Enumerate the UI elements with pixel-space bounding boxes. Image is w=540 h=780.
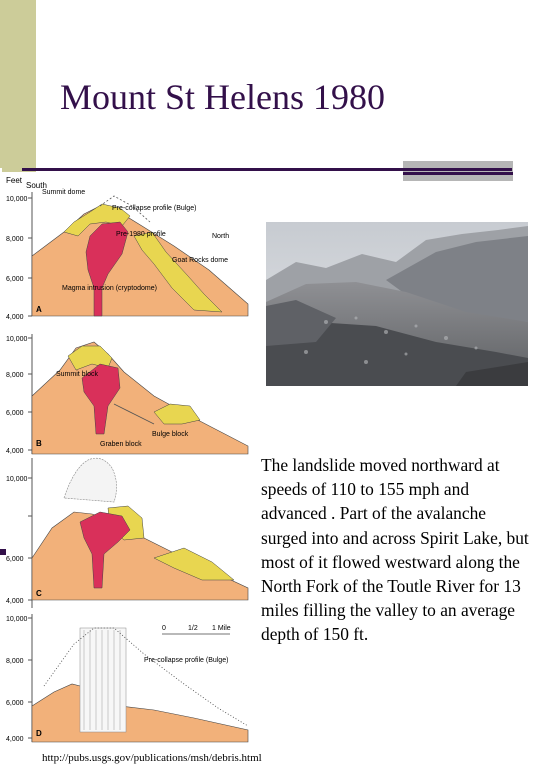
elev-6000-a: 6,000: [6, 276, 24, 283]
elev-10000-c: 10,000: [6, 476, 28, 483]
elev-6000-b: 6,000: [6, 410, 24, 417]
elev-6000-c: 6,000: [6, 556, 24, 563]
panel-c: [6, 458, 248, 608]
elev-8000-a: 8,000: [6, 236, 24, 243]
south-label: South: [26, 181, 47, 190]
summit-dome-label: Summit dome: [42, 189, 86, 196]
title-rule: [22, 168, 512, 171]
cross-section-diagram: [4, 176, 258, 746]
scale-zero: 0: [162, 625, 166, 632]
panel-letter-d: D: [36, 729, 42, 738]
magma-intrusion-label: Magma intrusion (cryptodome): [62, 285, 157, 292]
pre-collapse-label-a: Pre-collapse profile (Bulge): [112, 205, 197, 212]
elev-4000-a: 4,000: [6, 314, 24, 321]
panel-d: [6, 614, 248, 743]
graben-block-label: Graben block: [100, 441, 142, 448]
north-label: North: [212, 233, 230, 240]
title-rule-end: [403, 172, 513, 175]
elev-10000-b: 10,000: [6, 336, 28, 343]
slide-title: Mount St Helens 1980: [60, 77, 386, 117]
debris-valley-photo: [266, 222, 528, 386]
bulge-block-label: Bulge block: [152, 431, 189, 438]
panel-letter-c: C: [36, 589, 42, 598]
goat-rocks-label: Goat Rocks dome: [172, 257, 229, 264]
elev-10000-a: 10,000: [6, 196, 28, 203]
elev-8000-b: 8,000: [6, 372, 24, 379]
summit-block-label: Summit block: [56, 371, 99, 378]
elev-4000-d: 4,000: [6, 736, 24, 743]
sidebar-divider: [0, 168, 2, 780]
elev-4000-b: 4,000: [6, 448, 24, 455]
title-rule-accent: [403, 161, 513, 181]
axis-unit-label: Feet: [6, 176, 23, 185]
scale-half: 1/2: [188, 625, 198, 632]
pre-collapse-label-d: Pre-collapse profile (Bulge): [144, 657, 229, 664]
sidebar-accent: [0, 0, 36, 172]
pre-1980-label: Pre-1980 profile: [116, 231, 166, 238]
elev-4000-c: 4,000: [6, 598, 24, 605]
scale-one-mile: 1 Mile: [212, 625, 231, 632]
elev-8000-d: 8,000: [6, 658, 24, 665]
source-url[interactable]: http://pubs.usgs.gov/publications/msh/debris.html: [42, 752, 262, 764]
slide-body-text: The landslide moved northward at speeds of 110 to 155 mph and advanced . Part of the avalanche surged into and across Spirit Lake, but most of it flowed westward along the North Fork of the Toutle River for 13 miles filling the valley to an average depth of 150 ft.: [261, 455, 529, 645]
panel-b: [6, 334, 248, 455]
panel-letter-b: B: [36, 439, 42, 448]
elev-10000-d: 10,000: [6, 616, 28, 623]
elev-6000-d: 6,000: [6, 700, 24, 707]
panel-letter-a: A: [36, 305, 42, 314]
panel-a: [6, 189, 248, 321]
